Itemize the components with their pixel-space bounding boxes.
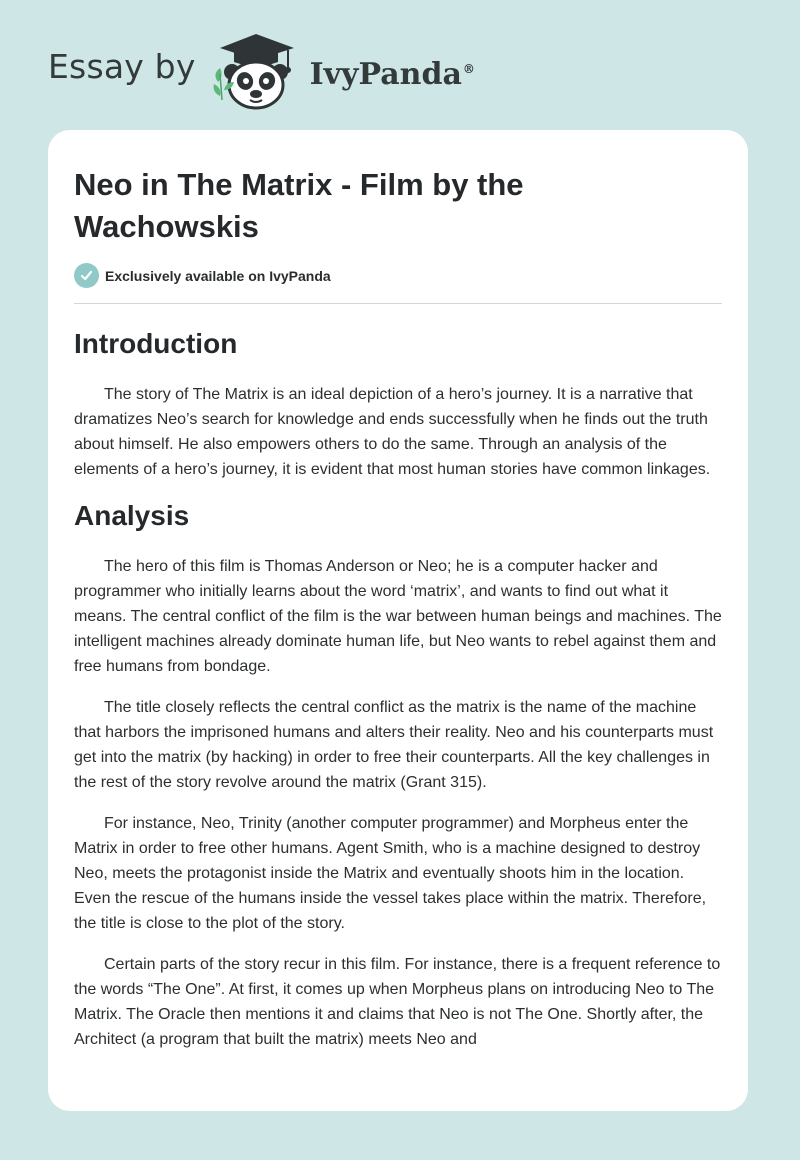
- essay-by-label: Essay by: [48, 46, 196, 86]
- brand-name[interactable]: [310, 57, 475, 92]
- paragraph: The hero of this film is Thomas Anderson or Neo; he is a computer hacker and programmer who initially learns about the word ‘matrix’, and wants to find out what it means. The central conflict of the film is the war between human beings and machines. The intelligent machines already dominate human life, but Neo wants to rebel against them and free humans from bondage.: [74, 558, 722, 675]
- check-circle-icon: [74, 263, 99, 288]
- paragraph: The title closely reflects the central conflict as the matrix is the name of the machine that harbors the imprisoned humans and alters their reality. Neo and his counterparts must get into the matrix (by hacking) in order to free their counterparts. All the key challenges in the rest of the story revolve around the matrix (Grant 315).: [74, 699, 714, 791]
- registered-mark: ®: [462, 61, 475, 76]
- paragraph: For instance, Neo, Trinity (another computer programmer) and Morpheus enter the Matrix in order to free other humans. Agent Smith, who is a machine designed to destroy Neo, meets the protagonist inside the Matrix and eventually shoots him in the location. Even the rescue of the humans inside the vessel takes place within the matrix. Therefore, the title is close to the plot of the story.: [74, 815, 707, 932]
- essay-body: [74, 326, 724, 1068]
- title-divider: [74, 303, 722, 304]
- essay-card: [48, 130, 748, 1111]
- panda-graduation-cap-logo[interactable]: [210, 30, 302, 110]
- essay-title: Neo in The Matrix - Film by the Wachowskis: [74, 167, 524, 244]
- brand-name-text: IvyPanda: [309, 56, 462, 92]
- section-heading-analysis: Analysis: [74, 500, 190, 531]
- paragraph: The story of The Matrix is an ideal depiction of a hero’s journey. It is a narrative that dramatizes Neo’s search for knowledge and ends successfully when he finds out the truth about himself. He also empowers others to do the same. Through an analysis of the elements of a hero’s journey, it is evident that most human stories have common linkages.: [74, 386, 711, 478]
- section-heading-introduction: Introduction: [74, 328, 238, 359]
- site-header: [48, 30, 475, 110]
- exclusive-label: Exclusively available on IvyPanda: [105, 267, 331, 284]
- exclusive-badge: [74, 263, 331, 288]
- panda-logo-icon: [210, 30, 302, 110]
- paragraph: Certain parts of the story recur in this film. For instance, there is a frequent reference to the words “The One”. At first, it comes up when Morpheus plans on introducing Neo to The Matrix. The Oracle then mentions it and claims that Neo is not The One. Shortly after, the Architect (a program that built the matrix) meets Neo and: [74, 956, 721, 1048]
